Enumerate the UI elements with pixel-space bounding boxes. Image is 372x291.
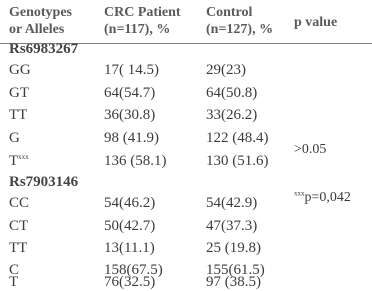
genotype-cell: G bbox=[9, 130, 20, 146]
crc-cell: 158(67.5) bbox=[104, 262, 163, 278]
header-crc-patient: CRC Patient (n=117), % bbox=[104, 5, 181, 37]
section-title-rs7903146: Rs7903146 bbox=[9, 174, 79, 190]
crc-cell: 64(54.7) bbox=[104, 85, 156, 101]
p-value-section-2: $^{xxx}$p=0,042 bbox=[294, 189, 351, 205]
control-cell: 25 (19.8) bbox=[206, 240, 261, 256]
genotype-cell: TT bbox=[9, 240, 28, 256]
p-value-section-1: >0.05 bbox=[294, 142, 327, 157]
control-cell: 47(37.3) bbox=[206, 218, 258, 234]
superscript-marker: xxx bbox=[294, 189, 305, 198]
crc-cell: 50(42.7) bbox=[104, 218, 156, 234]
genotype-cell: CC bbox=[9, 195, 30, 211]
genotype-cell: $T^{xxx}$ bbox=[9, 153, 29, 169]
genotype-cell: T bbox=[9, 274, 19, 290]
crc-cell: 136 (58.1) bbox=[104, 153, 167, 169]
crc-cell: 76(32.5) bbox=[104, 274, 156, 290]
control-cell: 54(42.9) bbox=[206, 195, 258, 211]
control-cell: 97 (38.5) bbox=[206, 274, 261, 290]
control-cell: 64(50.8) bbox=[206, 85, 258, 101]
header-control: Control (n=127), % bbox=[206, 5, 274, 37]
genotype-cell: GT bbox=[9, 85, 29, 101]
genotype-cell: C bbox=[9, 262, 20, 278]
superscript-marker: xxx bbox=[18, 153, 29, 161]
header-genotypes: Genotypes or Alleles bbox=[9, 5, 72, 37]
crc-cell: 36(30.8) bbox=[104, 107, 156, 123]
genotype-cell: TT bbox=[9, 107, 28, 123]
control-cell: 130 (51.6) bbox=[206, 153, 269, 169]
crc-cell: 13(11.1) bbox=[104, 240, 155, 256]
section-title-rs6983267: Rs6983267 bbox=[9, 41, 79, 57]
control-cell: 29(23) bbox=[206, 62, 246, 78]
control-cell: 33(26.2) bbox=[206, 107, 258, 123]
control-cell: 155(61.5) bbox=[206, 262, 265, 278]
genotype-cell: CT bbox=[9, 218, 29, 234]
header-p-value: p value bbox=[294, 15, 338, 30]
crc-cell: 54(46.2) bbox=[104, 195, 156, 211]
crc-cell: 98 (41.9) bbox=[104, 130, 159, 146]
genotype-cell: GG bbox=[9, 62, 31, 78]
control-cell: 122 (48.4) bbox=[206, 130, 269, 146]
crc-cell: 17( 14.5) bbox=[104, 62, 159, 78]
